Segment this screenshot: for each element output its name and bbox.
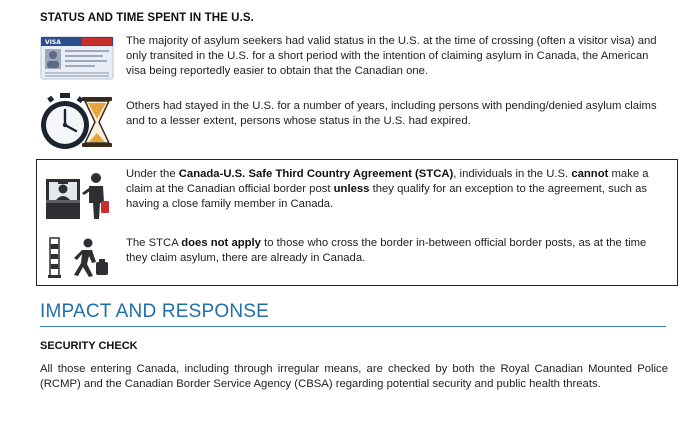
border-crossing-walker-icon [44, 236, 114, 283]
status-item-visa-text: The majority of asylum seekers had valid status in the U.S. at the time of crossing (often a visitor visa) and only transited in the U.S. for a short period with the intention of claiming asylum in Canada, the American visa being reportedly easier to obtain that the Canadian one. [126, 35, 657, 77]
status-item-duration [40, 99, 670, 159]
heading-divider [40, 326, 666, 327]
stca-item-irregular-crossing-text: The STCA does not apply to those who cross the border in-between official border posts, as at the time they claim asylum, there are already in Canada. [126, 237, 647, 264]
subheading-security-check: SECURITY CHECK [40, 340, 138, 352]
section-heading-status: STATUS AND TIME SPENT IN THE U.S. [40, 12, 254, 24]
section-heading-impact: IMPACT AND RESPONSE [40, 301, 270, 322]
status-item-duration-text: Others had stayed in the U.S. for a number of years, including persons with pending/denied asylum claims and to a lesser extent, persons whose status in the U.S. had expired. [126, 100, 657, 127]
status-item-visa [40, 34, 670, 82]
svg-text:VISA: VISA [45, 39, 61, 46]
border-post-officer-icon [44, 167, 110, 228]
security-check-paragraph: All those entering Canada, including through irregular means, are checked by both the Royal Canadian Mounted Police (RCMP) and the Canadian Border Service Agency (CBSA) regarding potential security and public health threats. [40, 363, 668, 390]
stca-item-border-post [40, 167, 670, 225]
stopwatch-hourglass-icon [40, 91, 116, 158]
stca-item-border-post-text: Under the Canada-U.S. Safe Third Country Agreement (STCA), individuals in the U.S. cannot make a claim at the Canadian official border post unless they qualify for an exception to the agreement, such as having a close family member in Canada. [126, 168, 649, 210]
stca-item-irregular-crossing [40, 236, 670, 278]
visa-document-icon [40, 34, 114, 87]
